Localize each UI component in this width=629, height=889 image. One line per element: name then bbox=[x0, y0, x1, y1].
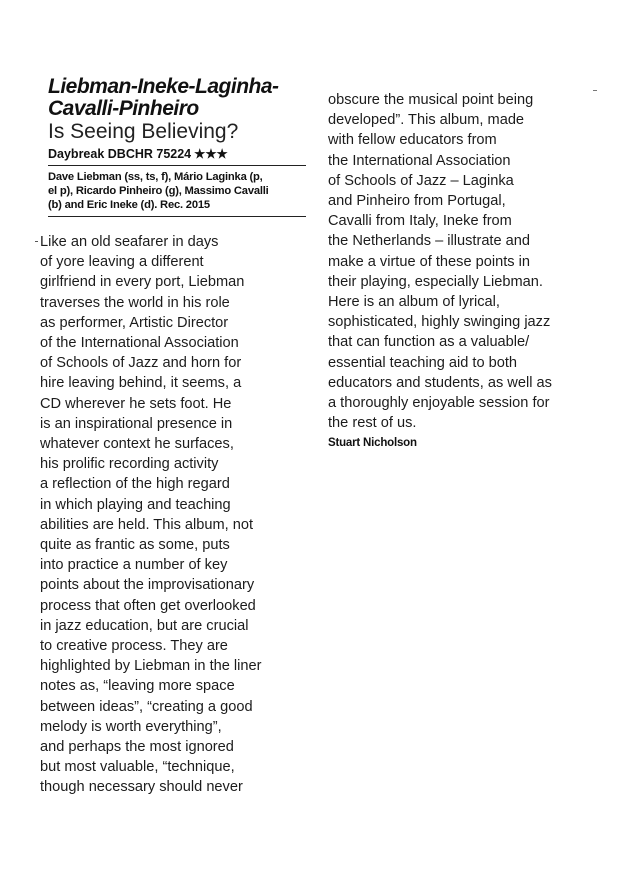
body-line: developed”. This album, made bbox=[328, 112, 525, 129]
body-line: that can function as a valuable/ bbox=[328, 334, 530, 351]
personnel-credits bbox=[48, 166, 306, 217]
body-line: essential teaching aid to both bbox=[328, 354, 518, 371]
body-line: Cavalli from Italy, Ineke from bbox=[328, 213, 512, 230]
body-line: notes as, “leaving more space bbox=[40, 678, 235, 695]
body-line: the International Association bbox=[328, 152, 511, 169]
body-line: sophisticated, highly swinging jazz bbox=[328, 314, 551, 331]
star-rating: ★★★ bbox=[194, 147, 228, 161]
body-line: of yore leaving a different bbox=[40, 254, 204, 271]
body-line: points about the improvisationary bbox=[40, 577, 255, 594]
body-line: Like an old seafarer in days bbox=[40, 234, 219, 250]
body-line: Here is an album of lyrical, bbox=[328, 294, 500, 311]
album-title: Is Seeing Believing? bbox=[48, 120, 239, 143]
body-line: whatever context he surfaces, bbox=[40, 436, 234, 453]
body-line: into practice a number of key bbox=[40, 557, 228, 574]
body-line: is an inspirational presence in bbox=[40, 415, 233, 432]
body-line: process that often get overlooked bbox=[40, 597, 256, 614]
body-line: and Pinheiro from Portugal, bbox=[328, 193, 506, 210]
artists-heading bbox=[48, 76, 306, 120]
review-header bbox=[48, 76, 306, 217]
body-line: obscure the musical point being bbox=[328, 92, 534, 108]
body-line: with fellow educators from bbox=[328, 132, 497, 149]
body-line: educators and students, as well as bbox=[328, 374, 552, 391]
personnel-line: Dave Liebman (ss, ts, f), Mário Laginka (p, bbox=[48, 171, 263, 183]
body-line: quite as frantic as some, puts bbox=[40, 537, 230, 554]
body-line: melody is worth everything”, bbox=[40, 718, 222, 735]
body-line: make a virtue of these points in bbox=[328, 253, 530, 270]
artists-line-1: Liebman-Ineke-Laginha- bbox=[48, 75, 279, 98]
body-line: his prolific recording activity bbox=[40, 456, 219, 473]
body-line: abilities are held. This album, not bbox=[40, 516, 254, 533]
body-line: a reflection of the high regard bbox=[40, 476, 230, 493]
body-line: in which playing and teaching bbox=[40, 496, 231, 513]
body-line: a thoroughly enjoyable session for bbox=[328, 395, 550, 412]
body-line: of Schools of Jazz – Laginka bbox=[328, 172, 514, 189]
body-line: hire leaving behind, it seems, a bbox=[40, 375, 242, 392]
body-line: their playing, especially Liebman. bbox=[328, 273, 543, 290]
reviewer-byline: Stuart Nicholson bbox=[328, 437, 417, 450]
review-body-left bbox=[40, 232, 308, 798]
body-line: traverses the world in his role bbox=[40, 294, 230, 311]
body-line: in jazz education, but are crucial bbox=[40, 617, 249, 634]
body-line: highlighted by Liebman in the liner bbox=[40, 658, 262, 675]
label-catalog: Daybreak DBCHR 75224 bbox=[48, 147, 192, 161]
body-line: the rest of us. bbox=[328, 415, 417, 432]
body-line: between ideas”, “creating a good bbox=[40, 698, 253, 715]
body-line: the Netherlands – illustrate and bbox=[328, 233, 531, 250]
body-line: but most valuable, “technique, bbox=[40, 759, 235, 776]
body-line: girlfriend in every port, Liebman bbox=[40, 274, 245, 291]
body-line: to creative process. They are bbox=[40, 638, 228, 655]
body-line: CD wherever he sets foot. He bbox=[40, 395, 232, 412]
body-line: as performer, Artistic Director bbox=[40, 314, 229, 331]
artists-line-2: Cavalli-Pinheiro bbox=[48, 97, 199, 120]
personnel-line: (b) and Eric Ineke (d). Rec. 2015 bbox=[48, 199, 210, 211]
body-line: of the International Association bbox=[40, 335, 239, 352]
body-line: of Schools of Jazz and horn for bbox=[40, 355, 242, 372]
personnel-line: el p), Ricardo Pinheiro (g), Massimo Cavalli bbox=[48, 185, 269, 197]
margin-mark bbox=[35, 241, 38, 242]
body-line: and perhaps the most ignored bbox=[40, 739, 234, 756]
review-body-right bbox=[328, 90, 618, 451]
body-line: though necessary should never bbox=[40, 779, 243, 796]
catalog-line bbox=[48, 146, 306, 166]
